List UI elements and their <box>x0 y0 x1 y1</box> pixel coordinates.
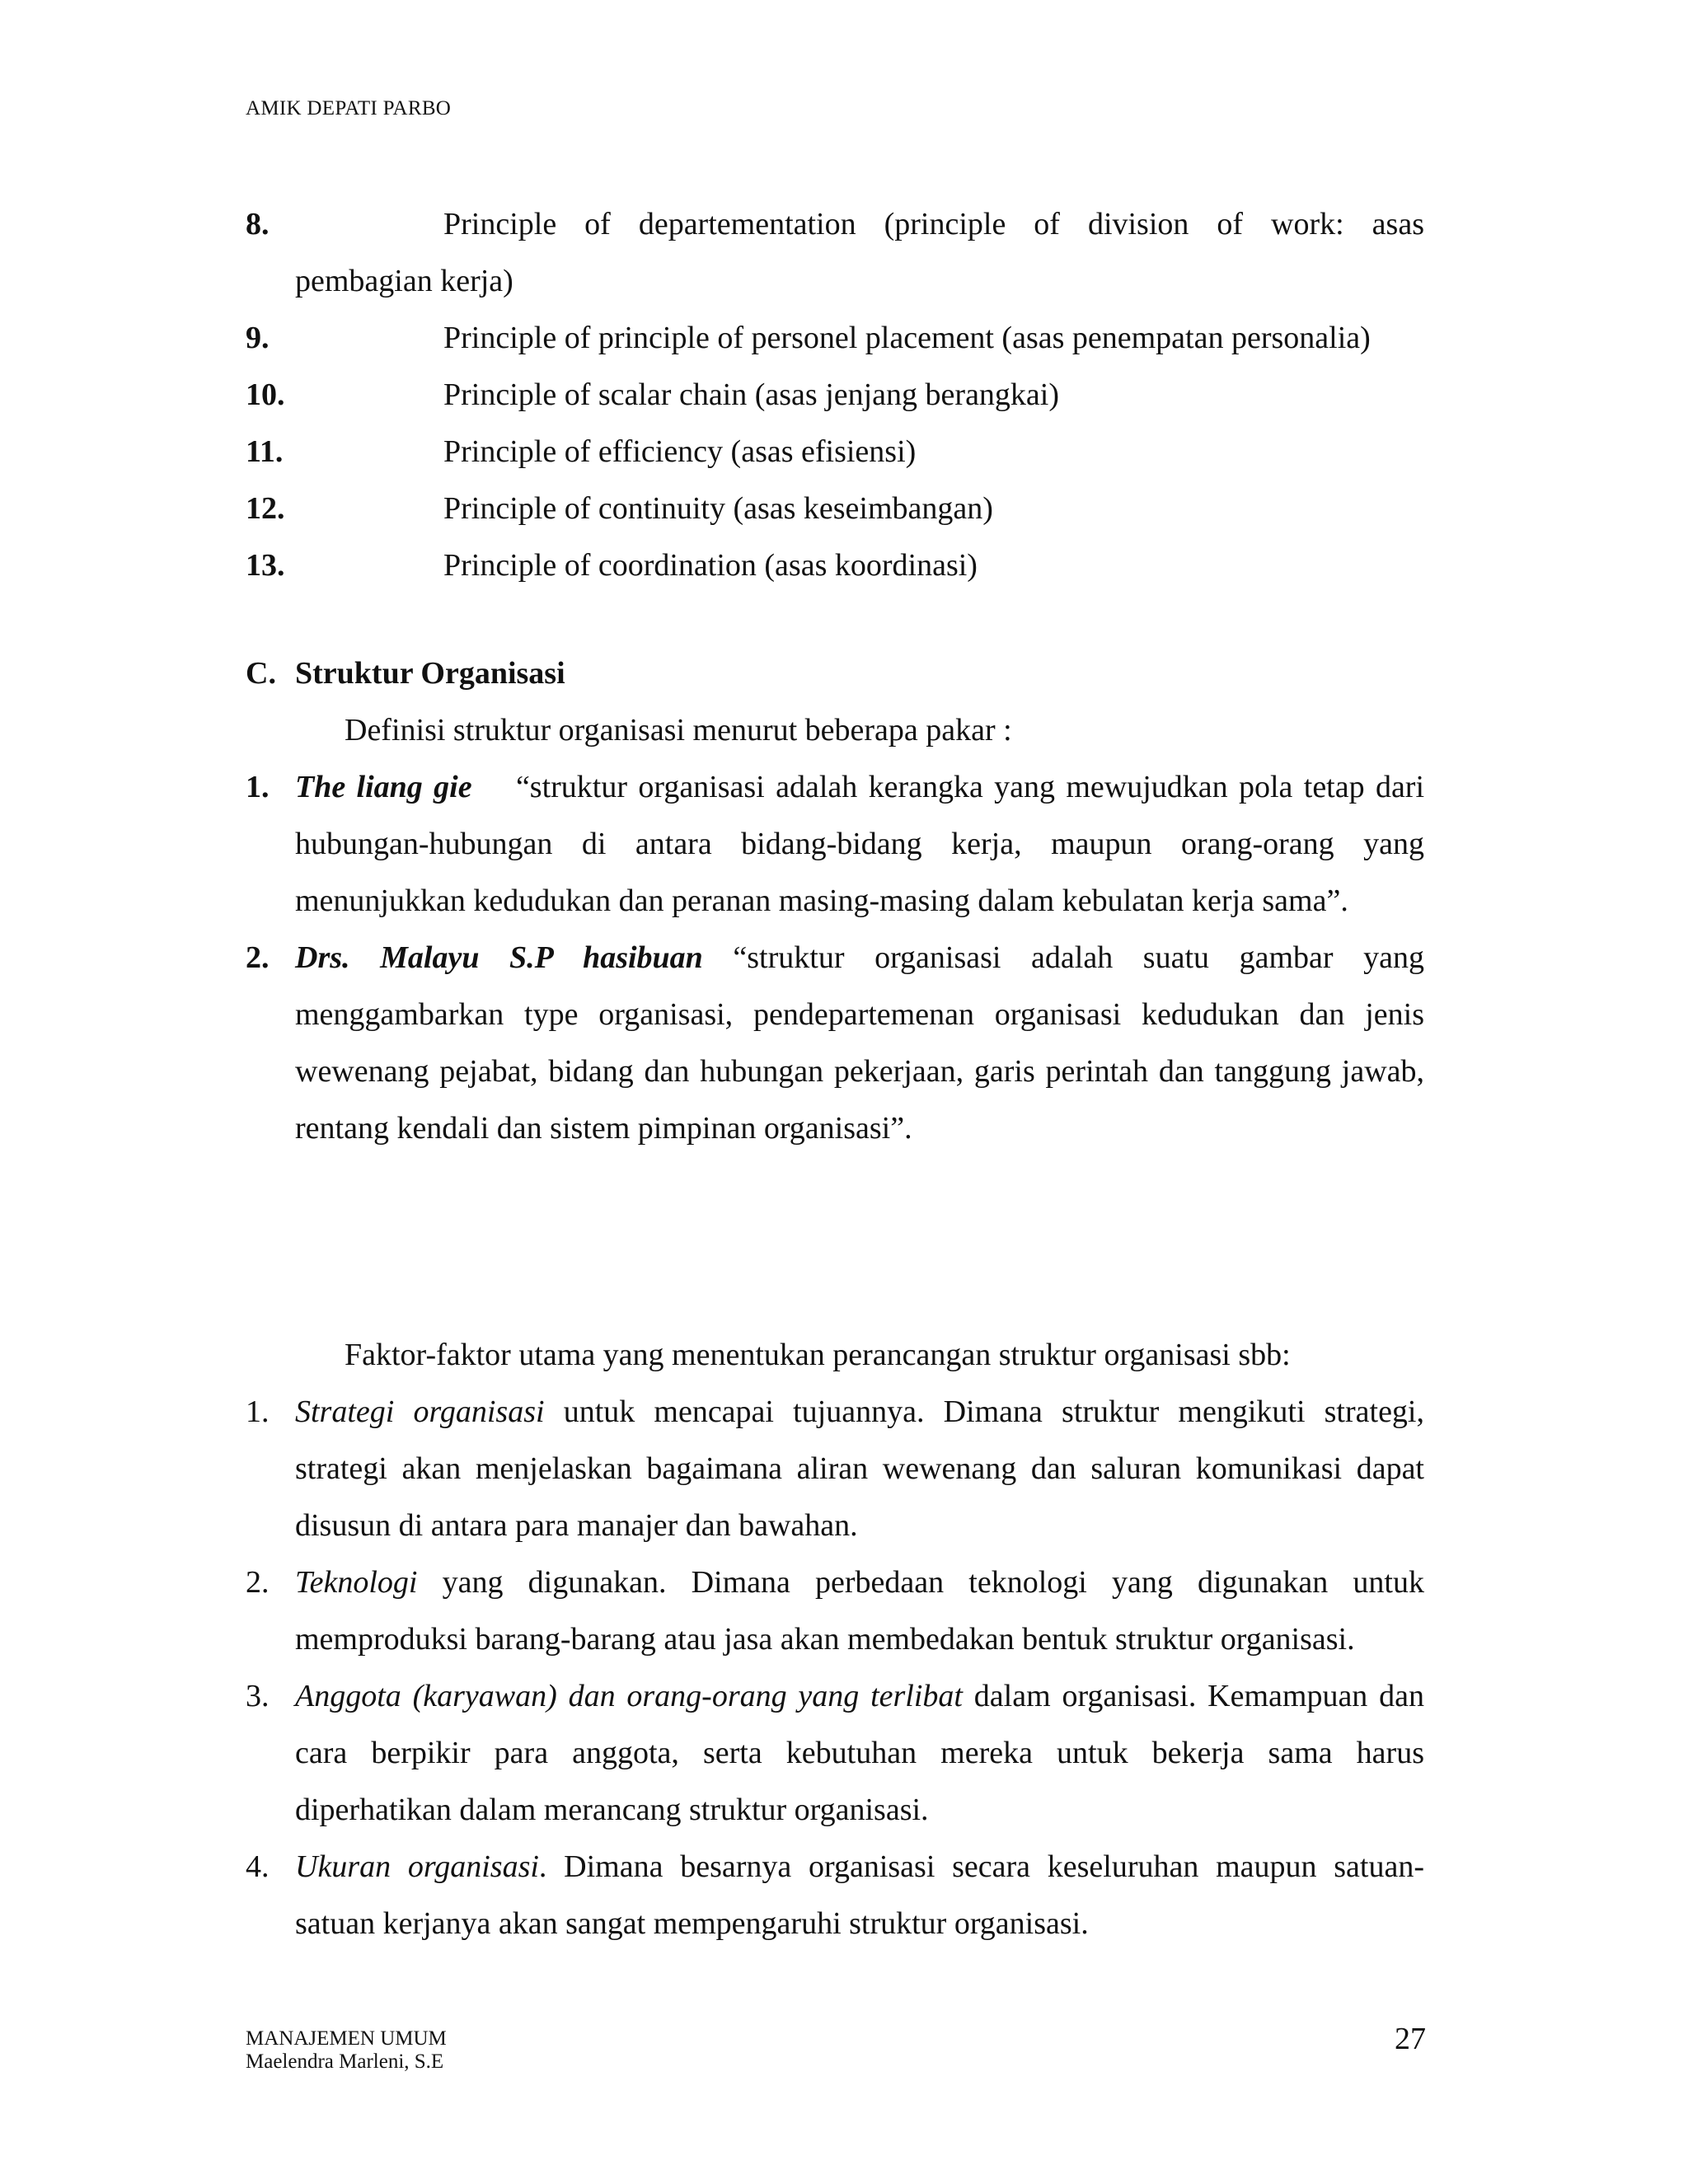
factor-text: dalam organisasi. Kemampuan dan cara berpikir para anggota, serta kebutuhan mereka untuk bekerja sama harus diperhatikan dalam merancang struktur organisasi. <box>295 1679 1424 1827</box>
principle-text: Principle of principle of personel placement (asas penempatan personalia) <box>443 321 1371 355</box>
definition-text: “struktur organisasi adalah kerangka yang mewujudkan pola tetap dari hubungan-hubungan di antara bidang-bidang kerja, maupun orang-orang yang menunjukkan kedudukan dan peranan masing-masing dalam kebulatan kerja sama”. <box>295 770 1425 918</box>
principle-item <box>246 424 1424 480</box>
principle-number: 10. <box>246 377 285 412</box>
section-factors <box>246 1327 1424 1952</box>
factor-text: . Dimana besarnya organisasi secara keseluruhan maupun satuan-satuan kerjanya akan sangat mempengaruhi struktur organisasi. <box>295 1849 1425 1941</box>
page-header: AMIK DEPATI PARBO <box>246 97 452 120</box>
principle-number: 8. <box>246 207 270 241</box>
definition-item <box>246 930 1424 1157</box>
principle-item <box>246 367 1424 424</box>
principle-item <box>246 480 1424 537</box>
principle-text: Principle of departementation (principle of division of work: asas <box>443 207 1424 241</box>
factor-number: 4. <box>246 1849 270 1884</box>
principle-item <box>246 196 1424 310</box>
section-heading <box>246 645 1424 702</box>
section-title: Struktur Organisasi <box>295 656 565 691</box>
factor-item <box>246 1554 1424 1668</box>
principle-item <box>246 537 1424 594</box>
principle-number: 11. <box>246 434 284 469</box>
footer-author: Maelendra Marleni, S.E <box>246 2050 444 2073</box>
factor-number: 1. <box>246 1394 270 1429</box>
definition-item <box>246 759 1424 930</box>
principle-text-continuation: pembagian kerja) <box>295 264 513 298</box>
factor-item <box>246 1668 1424 1839</box>
footer-course: MANAJEMEN UMUM <box>246 2027 447 2050</box>
factor-title: Ukuran organisasi <box>295 1849 539 1884</box>
principle-number: 13. <box>246 548 285 583</box>
definitions-intro: Definisi struktur organisasi menurut beberapa pakar : <box>345 713 1012 748</box>
definition-number: 1. <box>246 770 270 804</box>
factor-item <box>246 1384 1424 1554</box>
factor-number: 2. <box>246 1565 270 1600</box>
page-footer <box>246 2027 447 2074</box>
factor-number: 3. <box>246 1679 270 1713</box>
expert-name: Drs. Malayu S.P hasibuan <box>295 940 703 975</box>
factor-text: untuk mencapai tujuannya. Dimana struktur mengikuti strategi, strategi akan menjelaskan bagaimana aliran wewenang dan saluran komunikasi dapat disusun di antara para manajer dan bawahan. <box>295 1394 1424 1543</box>
principle-text: Principle of scalar chain (asas jenjang berangkai) <box>443 377 1060 412</box>
principle-text: Principle of continuity (asas keseimbangan) <box>443 491 993 526</box>
factor-item <box>246 1839 1424 1952</box>
factor-text: yang digunakan. Dimana perbedaan teknologi yang digunakan untuk memproduksi barang-barang atau jasa akan membedakan bentuk struktur organisasi. <box>295 1565 1424 1657</box>
section-letter: C. <box>246 656 276 691</box>
page-number: 27 <box>1395 2022 1426 2056</box>
definition-number: 2. <box>246 940 270 975</box>
factor-title: Anggota (karyawan) dan orang-orang yang terlibat <box>295 1679 963 1713</box>
principle-text: Principle of coordination (asas koordinasi) <box>443 548 978 583</box>
factor-title: Teknologi <box>295 1565 418 1600</box>
expert-name: The liang gie <box>295 770 472 804</box>
definition-text: “struktur organisasi adalah suatu gambar yang menggambarkan type organisasi, pendepartemenan organisasi kedudukan dan jenis wewenang pejabat, bidang dan hubungan pekerjaan, garis perintah dan tanggung jawab, rentang kendali dan sistem pimpinan organisasi”. <box>295 940 1424 1146</box>
section-struktur-organisasi <box>246 645 1424 1157</box>
principle-number: 9. <box>246 321 270 355</box>
principle-text: Principle of efficiency (asas efisiensi) <box>443 434 917 469</box>
principle-item <box>246 310 1424 367</box>
principle-number: 12. <box>246 491 285 526</box>
principles-list <box>246 196 1424 594</box>
factors-intro: Faktor-faktor utama yang menentukan perancangan struktur organisasi sbb: <box>345 1338 1291 1372</box>
factor-title: Strategi organisasi <box>295 1394 545 1429</box>
definitions-list <box>246 759 1424 1157</box>
